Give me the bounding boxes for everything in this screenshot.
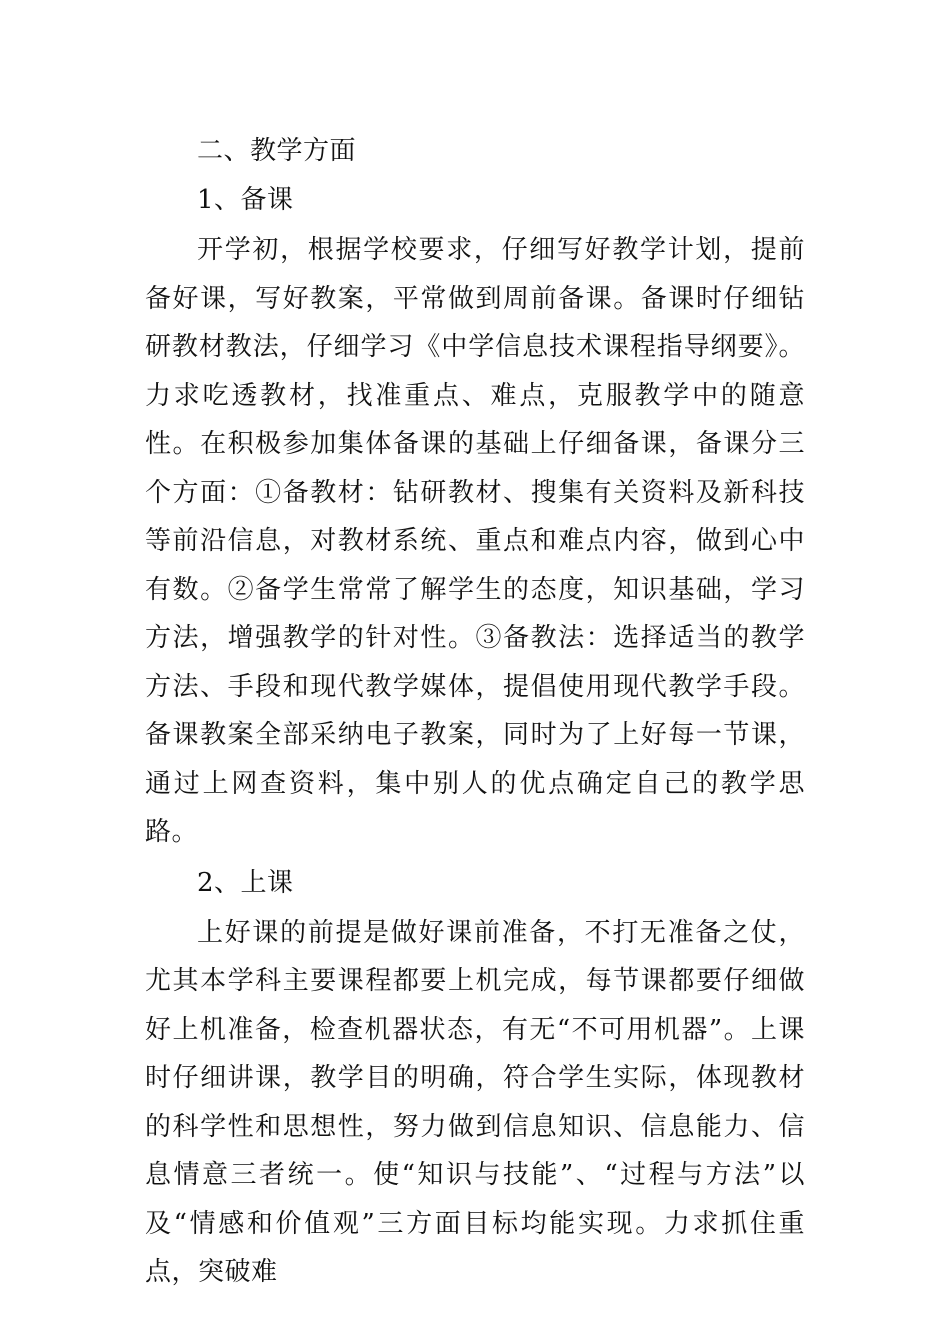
paragraph-lesson-prep: 开学初，根据学校要求，仔细写好教学计划，提前备好课，写好教案，平常做到周前备课。备课时仔细钻研教材教法，仔细学习《中学信息技术课程指导纲要》。力求吃透教材，找准重点、难点，克服教学中的随意性。在积极参加集体备课的基础上仔细备课，备课分三个方面：①备教材：钻研教材、搜集有关资料及新科技等前沿信息，对教材系统、重点和难点内容，做到心中有数。②备学生常常了解学生的态度，知识基础，学习方法，增强教学的针对性。③备教法：选择适当的教学方法、手段和现代教学媒体，提倡使用现代教学手段。备课教案全部采纳电子教案，同时为了上好每一节课，通过上网查资料，集中别人的优点确定自己的教学思路。 (145, 235, 805, 847)
paragraph-teaching: 上好课的前提是做好课前准备，不打无准备之仗，尤其本学科主要课程都要上机完成，每节课都要仔细做好上机准备，检查机器状态，有无“不可用机器”。上课时仔细讲课，教学目的明确，符合学生实际，体现教材的科学性和思想性，努力做到信息知识、信息能力、信息情意三者统一。使“知识与技能”、“过程与方法”以及“情感和价值观”三方面目标均能实现。力求抓住重点，突破难 (145, 917, 805, 1287)
subsection-title-lesson-prep: 1、备课 (197, 185, 294, 215)
document-body (145, 128, 805, 1300)
subsection-title-teaching: 2、上课 (197, 867, 294, 898)
section-heading: 二、教学方面 (197, 136, 357, 166)
